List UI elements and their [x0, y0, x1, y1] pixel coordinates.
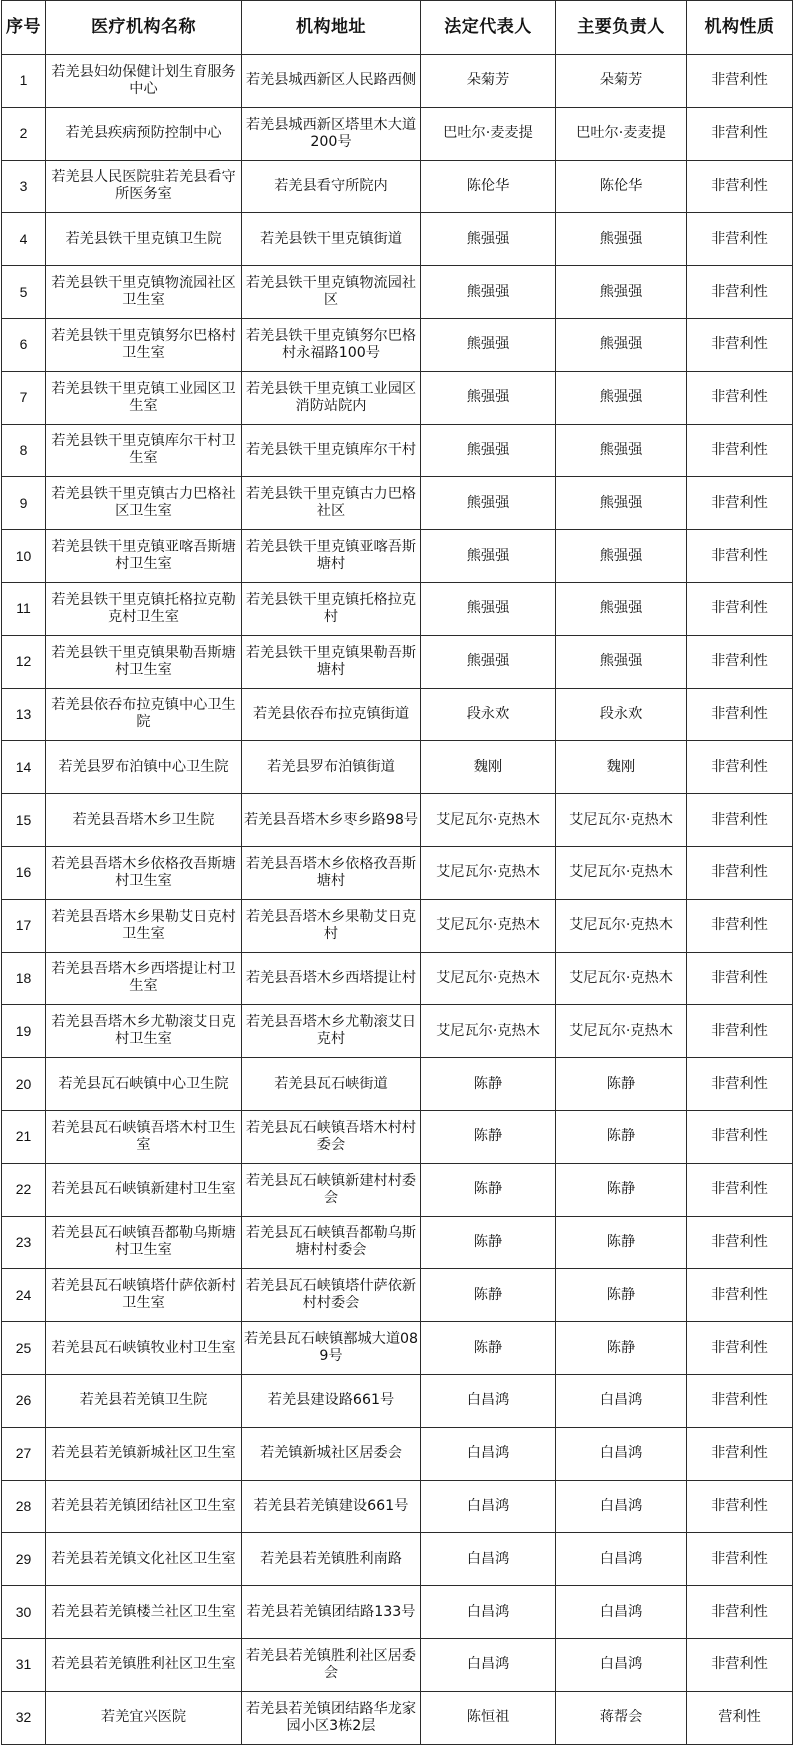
cell-address: 若羌县城西新区人民路西侧 — [242, 55, 421, 108]
cell-institution-name: 若羌县吾塔木乡尤勒滚艾日克村卫生室 — [46, 1005, 242, 1058]
table-row — [2, 477, 793, 530]
cell-principal: 艾尼瓦尔·克热木 — [556, 846, 687, 899]
cell-seq: 15 — [2, 794, 46, 847]
cell-principal: 熊强强 — [556, 424, 687, 477]
cell-institution-name: 若羌县铁干里克镇亚喀吾斯塘村卫生室 — [46, 530, 242, 583]
header-row — [2, 1, 793, 55]
cell-address: 若羌县铁干里克镇果勒吾斯塘村 — [242, 635, 421, 688]
table-row — [2, 213, 793, 266]
cell-legal-representative: 艾尼瓦尔·克热木 — [421, 794, 556, 847]
cell-principal: 陈静 — [556, 1058, 687, 1111]
cell-principal: 艾尼瓦尔·克热木 — [556, 794, 687, 847]
cell-legal-representative: 白昌鸿 — [421, 1638, 556, 1691]
cell-nature: 非营利性 — [687, 371, 793, 424]
cell-institution-name: 若羌县铁干里克镇物流园社区卫生室 — [46, 266, 242, 319]
cell-institution-name: 若羌县吾塔木乡卫生院 — [46, 794, 242, 847]
cell-principal: 熊强强 — [556, 635, 687, 688]
cell-nature: 非营利性 — [687, 266, 793, 319]
cell-institution-name: 若羌县瓦石峡镇新建村卫生室 — [46, 1163, 242, 1216]
cell-seq: 29 — [2, 1533, 46, 1586]
cell-principal: 艾尼瓦尔·克热木 — [556, 899, 687, 952]
cell-institution-name: 若羌县罗布泊镇中心卫生院 — [46, 741, 242, 794]
cell-principal: 白昌鸿 — [556, 1480, 687, 1533]
cell-legal-representative: 陈恒祖 — [421, 1691, 556, 1744]
table-row — [2, 266, 793, 319]
table-row — [2, 952, 793, 1005]
cell-legal-representative: 熊强强 — [421, 371, 556, 424]
cell-legal-representative: 陈静 — [421, 1110, 556, 1163]
cell-legal-representative: 巴吐尔·麦麦提 — [421, 107, 556, 160]
cell-nature: 非营利性 — [687, 1374, 793, 1427]
cell-seq: 11 — [2, 582, 46, 635]
cell-address: 若羌县瓦石峡街道 — [242, 1058, 421, 1111]
cell-address: 若羌县若羌镇胜利社区居委会 — [242, 1638, 421, 1691]
table-header — [2, 1, 793, 55]
cell-seq: 27 — [2, 1427, 46, 1480]
cell-legal-representative: 熊强强 — [421, 530, 556, 583]
header-cell-nature: 机构性质 — [687, 1, 793, 55]
cell-principal: 陈伦华 — [556, 160, 687, 213]
cell-legal-representative: 艾尼瓦尔·克热木 — [421, 952, 556, 1005]
cell-legal-representative: 陈静 — [421, 1216, 556, 1269]
table-row — [2, 55, 793, 108]
cell-institution-name: 若羌县铁干里克镇果勒吾斯塘村卫生室 — [46, 635, 242, 688]
cell-institution-name: 若羌县若羌镇团结社区卫生室 — [46, 1480, 242, 1533]
cell-principal: 朵菊芳 — [556, 55, 687, 108]
cell-nature: 非营利性 — [687, 1058, 793, 1111]
cell-nature: 非营利性 — [687, 899, 793, 952]
table-row — [2, 1374, 793, 1427]
cell-seq: 20 — [2, 1058, 46, 1111]
table-row — [2, 1058, 793, 1111]
header-cell-address: 机构地址 — [242, 1, 421, 55]
cell-address: 若羌县若羌镇团结路133号 — [242, 1586, 421, 1639]
cell-nature: 非营利性 — [687, 1163, 793, 1216]
cell-seq: 3 — [2, 160, 46, 213]
cell-address: 若羌县吾塔木乡果勒艾日克村 — [242, 899, 421, 952]
cell-seq: 14 — [2, 741, 46, 794]
table-row — [2, 794, 793, 847]
cell-seq: 16 — [2, 846, 46, 899]
table-row — [2, 107, 793, 160]
cell-principal: 熊强强 — [556, 371, 687, 424]
cell-legal-representative: 陈伦华 — [421, 160, 556, 213]
cell-nature: 非营利性 — [687, 952, 793, 1005]
cell-seq: 7 — [2, 371, 46, 424]
cell-address: 若羌县吾塔木乡依格孜吾斯塘村 — [242, 846, 421, 899]
cell-institution-name: 若羌县妇幼保健计划生育服务中心 — [46, 55, 242, 108]
cell-institution-name: 若羌县铁干里克镇托格拉克勒克村卫生室 — [46, 582, 242, 635]
cell-nature: 非营利性 — [687, 1216, 793, 1269]
cell-nature: 非营利性 — [687, 160, 793, 213]
cell-nature: 非营利性 — [687, 635, 793, 688]
cell-legal-representative: 熊强强 — [421, 635, 556, 688]
cell-nature: 非营利性 — [687, 107, 793, 160]
cell-legal-representative: 陈静 — [421, 1058, 556, 1111]
table-row — [2, 1480, 793, 1533]
cell-institution-name: 若羌县瓦石峡镇中心卫生院 — [46, 1058, 242, 1111]
cell-principal: 巴吐尔·麦麦提 — [556, 107, 687, 160]
cell-principal: 陈静 — [556, 1322, 687, 1375]
cell-nature: 非营利性 — [687, 55, 793, 108]
cell-institution-name: 若羌县瓦石峡镇塔什萨依新村卫生室 — [46, 1269, 242, 1322]
cell-legal-representative: 艾尼瓦尔·克热木 — [421, 899, 556, 952]
table-row — [2, 318, 793, 371]
cell-institution-name: 若羌县铁干里克镇卫生院 — [46, 213, 242, 266]
cell-institution-name: 若羌县吾塔木乡依格孜吾斯塘村卫生室 — [46, 846, 242, 899]
cell-principal: 段永欢 — [556, 688, 687, 741]
cell-seq: 10 — [2, 530, 46, 583]
cell-nature: 非营利性 — [687, 846, 793, 899]
cell-legal-representative: 熊强强 — [421, 266, 556, 319]
institutions-table — [1, 0, 793, 1745]
cell-seq: 5 — [2, 266, 46, 319]
cell-address: 若羌县若羌镇团结路华龙家园小区3栋2层 — [242, 1691, 421, 1744]
cell-nature: 非营利性 — [687, 1269, 793, 1322]
header-cell-legal-representative: 法定代表人 — [421, 1, 556, 55]
cell-nature: 非营利性 — [687, 1480, 793, 1533]
cell-seq: 24 — [2, 1269, 46, 1322]
cell-legal-representative: 白昌鸿 — [421, 1374, 556, 1427]
cell-legal-representative: 艾尼瓦尔·克热木 — [421, 1005, 556, 1058]
cell-seq: 21 — [2, 1110, 46, 1163]
cell-address: 若羌县铁干里克镇古力巴格社区 — [242, 477, 421, 530]
cell-address: 若羌县铁干里克镇托格拉克村 — [242, 582, 421, 635]
header-cell-institution-name: 医疗机构名称 — [46, 1, 242, 55]
cell-seq: 1 — [2, 55, 46, 108]
cell-institution-name: 若羌县疾病预防控制中心 — [46, 107, 242, 160]
cell-institution-name: 若羌县人民医院驻若羌县看守所医务室 — [46, 160, 242, 213]
cell-legal-representative: 艾尼瓦尔·克热木 — [421, 846, 556, 899]
cell-legal-representative: 熊强强 — [421, 318, 556, 371]
cell-institution-name: 若羌县铁干里克镇库尔干村卫生室 — [46, 424, 242, 477]
cell-principal: 艾尼瓦尔·克热木 — [556, 1005, 687, 1058]
cell-institution-name: 若羌县铁干里克镇工业园区卫生室 — [46, 371, 242, 424]
cell-address: 若羌县铁干里克镇街道 — [242, 213, 421, 266]
cell-seq: 22 — [2, 1163, 46, 1216]
cell-institution-name: 若羌县若羌镇文化社区卫生室 — [46, 1533, 242, 1586]
cell-legal-representative: 白昌鸿 — [421, 1427, 556, 1480]
cell-legal-representative: 魏刚 — [421, 741, 556, 794]
cell-seq: 19 — [2, 1005, 46, 1058]
cell-legal-representative: 熊强强 — [421, 582, 556, 635]
cell-address: 若羌县建设路661号 — [242, 1374, 421, 1427]
cell-nature: 非营利性 — [687, 1322, 793, 1375]
table-row — [2, 1216, 793, 1269]
cell-legal-representative: 陈静 — [421, 1269, 556, 1322]
cell-institution-name: 若羌县若羌镇新城社区卫生室 — [46, 1427, 242, 1480]
cell-seq: 23 — [2, 1216, 46, 1269]
table-row — [2, 1533, 793, 1586]
table-row — [2, 635, 793, 688]
cell-principal: 陈静 — [556, 1163, 687, 1216]
cell-principal: 熊强强 — [556, 318, 687, 371]
table-row — [2, 371, 793, 424]
cell-address: 若羌县铁干里克镇亚喀吾斯塘村 — [242, 530, 421, 583]
cell-principal: 陈静 — [556, 1269, 687, 1322]
cell-institution-name: 若羌县吾塔木乡西塔提让村卫生室 — [46, 952, 242, 1005]
table-row — [2, 424, 793, 477]
cell-seq: 26 — [2, 1374, 46, 1427]
cell-nature: 非营利性 — [687, 1638, 793, 1691]
cell-address: 若羌县瓦石峡镇新建村村委会 — [242, 1163, 421, 1216]
cell-nature: 非营利性 — [687, 1427, 793, 1480]
cell-nature: 非营利性 — [687, 688, 793, 741]
cell-legal-representative: 熊强强 — [421, 477, 556, 530]
cell-institution-name: 若羌县若羌镇楼兰社区卫生室 — [46, 1586, 242, 1639]
cell-address: 若羌县若羌镇胜利南路 — [242, 1533, 421, 1586]
cell-address: 若羌县铁干里克镇努尔巴格村永福路100号 — [242, 318, 421, 371]
cell-address: 若羌县吾塔木乡枣乡路98号 — [242, 794, 421, 847]
cell-nature: 非营利性 — [687, 318, 793, 371]
cell-seq: 32 — [2, 1691, 46, 1744]
table-row — [2, 1269, 793, 1322]
cell-principal: 熊强强 — [556, 582, 687, 635]
cell-institution-name: 若羌县瓦石峡镇吾塔木村卫生室 — [46, 1110, 242, 1163]
table-row — [2, 1638, 793, 1691]
cell-legal-representative: 白昌鸿 — [421, 1533, 556, 1586]
cell-seq: 28 — [2, 1480, 46, 1533]
table-row — [2, 160, 793, 213]
cell-nature: 非营利性 — [687, 424, 793, 477]
cell-institution-name: 若羌县若羌镇卫生院 — [46, 1374, 242, 1427]
cell-legal-representative: 陈静 — [421, 1163, 556, 1216]
table-body — [2, 55, 793, 1745]
cell-nature: 营利性 — [687, 1691, 793, 1744]
cell-address: 若羌县依吞布拉克镇街道 — [242, 688, 421, 741]
table-row — [2, 688, 793, 741]
cell-seq: 4 — [2, 213, 46, 266]
cell-nature: 非营利性 — [687, 213, 793, 266]
cell-seq: 13 — [2, 688, 46, 741]
cell-nature: 非营利性 — [687, 794, 793, 847]
cell-address: 若羌镇新城社区居委会 — [242, 1427, 421, 1480]
cell-nature: 非营利性 — [687, 1586, 793, 1639]
table-row — [2, 1691, 793, 1744]
cell-institution-name: 若羌县依吞布拉克镇中心卫生院 — [46, 688, 242, 741]
cell-institution-name: 若羌县若羌镇胜利社区卫生室 — [46, 1638, 242, 1691]
cell-principal: 魏刚 — [556, 741, 687, 794]
cell-principal: 白昌鸿 — [556, 1638, 687, 1691]
cell-seq: 30 — [2, 1586, 46, 1639]
cell-nature: 非营利性 — [687, 477, 793, 530]
cell-institution-name: 若羌宜兴医院 — [46, 1691, 242, 1744]
cell-nature: 非营利性 — [687, 582, 793, 635]
cell-principal: 熊强强 — [556, 213, 687, 266]
cell-seq: 17 — [2, 899, 46, 952]
cell-address: 若羌县瓦石峡镇鄯城大道089号 — [242, 1322, 421, 1375]
cell-seq: 12 — [2, 635, 46, 688]
table-row — [2, 1427, 793, 1480]
cell-institution-name: 若羌县吾塔木乡果勒艾日克村卫生室 — [46, 899, 242, 952]
cell-address: 若羌县铁干里克镇物流园社区 — [242, 266, 421, 319]
cell-institution-name: 若羌县瓦石峡镇牧业村卫生室 — [46, 1322, 242, 1375]
cell-principal: 白昌鸿 — [556, 1374, 687, 1427]
table-row — [2, 899, 793, 952]
cell-legal-representative: 段永欢 — [421, 688, 556, 741]
cell-legal-representative: 熊强强 — [421, 424, 556, 477]
cell-address: 若羌县铁干里克镇库尔干村 — [242, 424, 421, 477]
cell-address: 若羌县罗布泊镇街道 — [242, 741, 421, 794]
cell-nature: 非营利性 — [687, 1533, 793, 1586]
cell-address: 若羌县瓦石峡镇塔什萨依新村村委会 — [242, 1269, 421, 1322]
cell-principal: 陈静 — [556, 1110, 687, 1163]
cell-principal: 蒋帮会 — [556, 1691, 687, 1744]
cell-principal: 熊强强 — [556, 266, 687, 319]
cell-address: 若羌县瓦石峡镇吾塔木村村委会 — [242, 1110, 421, 1163]
cell-address: 若羌县吾塔木乡西塔提让村 — [242, 952, 421, 1005]
cell-seq: 25 — [2, 1322, 46, 1375]
cell-nature: 非营利性 — [687, 1005, 793, 1058]
table-row — [2, 1005, 793, 1058]
cell-legal-representative: 白昌鸿 — [421, 1480, 556, 1533]
table-row — [2, 582, 793, 635]
cell-principal: 陈静 — [556, 1216, 687, 1269]
cell-nature: 非营利性 — [687, 530, 793, 583]
table-row — [2, 530, 793, 583]
cell-institution-name: 若羌县铁干里克镇古力巴格社区卫生室 — [46, 477, 242, 530]
cell-address: 若羌县看守所院内 — [242, 160, 421, 213]
cell-address: 若羌县城西新区塔里木大道200号 — [242, 107, 421, 160]
cell-legal-representative: 熊强强 — [421, 213, 556, 266]
table-row — [2, 1163, 793, 1216]
table-row — [2, 1110, 793, 1163]
cell-seq: 8 — [2, 424, 46, 477]
cell-principal: 熊强强 — [556, 530, 687, 583]
table-row — [2, 1322, 793, 1375]
cell-nature: 非营利性 — [687, 741, 793, 794]
cell-legal-representative: 白昌鸿 — [421, 1586, 556, 1639]
cell-principal: 白昌鸿 — [556, 1427, 687, 1480]
cell-legal-representative: 朵菊芳 — [421, 55, 556, 108]
cell-institution-name: 若羌县铁干里克镇努尔巴格村卫生室 — [46, 318, 242, 371]
cell-seq: 9 — [2, 477, 46, 530]
table-row — [2, 846, 793, 899]
header-cell-seq: 序号 — [2, 1, 46, 55]
cell-principal: 熊强强 — [556, 477, 687, 530]
cell-address: 若羌县铁干里克镇工业园区消防站院内 — [242, 371, 421, 424]
cell-seq: 2 — [2, 107, 46, 160]
cell-address: 若羌县吾塔木乡尤勒滚艾日克村 — [242, 1005, 421, 1058]
cell-principal: 白昌鸿 — [556, 1586, 687, 1639]
cell-address: 若羌县若羌镇建设661号 — [242, 1480, 421, 1533]
header-cell-principal: 主要负责人 — [556, 1, 687, 55]
cell-principal: 白昌鸿 — [556, 1533, 687, 1586]
cell-legal-representative: 陈静 — [421, 1322, 556, 1375]
cell-institution-name: 若羌县瓦石峡镇吾都勒乌斯塘村卫生室 — [46, 1216, 242, 1269]
cell-seq: 6 — [2, 318, 46, 371]
cell-principal: 艾尼瓦尔·克热木 — [556, 952, 687, 1005]
cell-nature: 非营利性 — [687, 1110, 793, 1163]
cell-seq: 31 — [2, 1638, 46, 1691]
table-row — [2, 1586, 793, 1639]
table-row — [2, 741, 793, 794]
cell-seq: 18 — [2, 952, 46, 1005]
cell-address: 若羌县瓦石峡镇吾都勒乌斯塘村村委会 — [242, 1216, 421, 1269]
